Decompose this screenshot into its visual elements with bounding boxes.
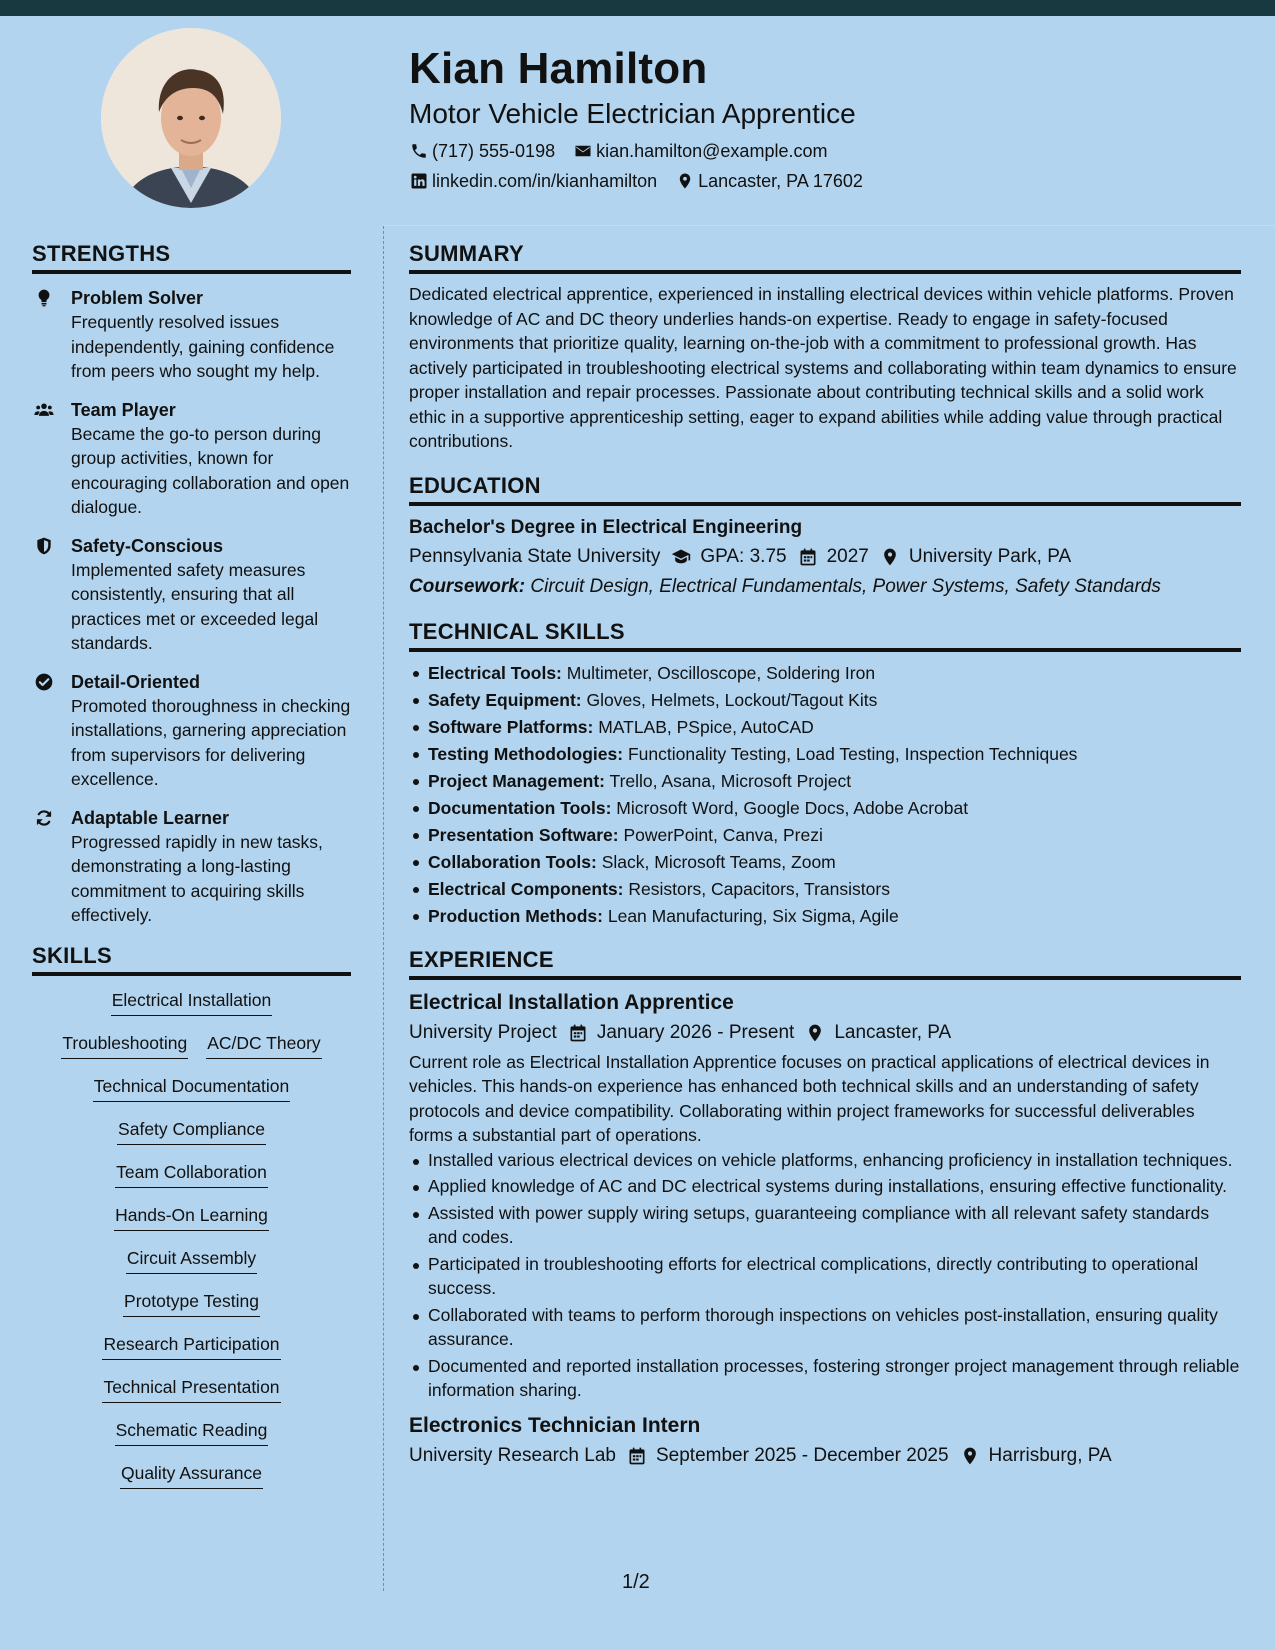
skill-tag: Quality Assurance: [120, 1461, 263, 1489]
job-title: Electrical Installation Apprentice: [409, 990, 734, 1014]
phone-icon: [409, 141, 429, 161]
strength-item: [32, 806, 351, 928]
summary-section: [409, 240, 1241, 454]
strengths-heading: STRENGTHS: [32, 240, 351, 274]
technical-skill-item: Electrical Components: Resistors, Capacitors, Transistors: [409, 876, 1241, 903]
refresh-icon: [32, 808, 56, 828]
summary-heading: SUMMARY: [409, 240, 1241, 274]
school-location: University Park, PA: [908, 545, 1072, 567]
skill-tag: Schematic Reading: [115, 1418, 269, 1446]
technical-skills-heading: TECHNICAL SKILLS: [409, 618, 1241, 652]
email-text: kian.hamilton@example.com: [596, 141, 828, 161]
skills-list: [32, 988, 351, 1504]
technical-skills-section: [409, 618, 1241, 930]
job-org: University Project: [409, 1021, 557, 1043]
strength-item: [32, 286, 351, 384]
gpa-text: GPA: 3.75: [700, 545, 787, 567]
linkedin-icon: [409, 171, 429, 191]
right-column: [409, 240, 1241, 1481]
technical-skill-item: Testing Methodologies: Functionality Testing, Load Testing, Inspection Techniques: [409, 741, 1241, 768]
education-heading: EDUCATION: [409, 472, 1241, 506]
coursework-line: [409, 572, 1241, 602]
education-meta: [409, 542, 1241, 572]
resume-header: [409, 42, 1229, 192]
coursework-list: Circuit Design, Electrical Fundamentals, Power Systems, Safety Standards: [530, 575, 1161, 597]
location-text: Lancaster, PA 17602: [698, 171, 863, 191]
strength-item: [32, 398, 351, 520]
technical-skill-item: Safety Equipment: Gloves, Helmets, Lockout/Tagout Kits: [409, 687, 1241, 714]
phone-text: (717) 555-0198: [432, 141, 556, 161]
profile-photo: [101, 28, 281, 208]
skill-tag: Research Participation: [102, 1332, 280, 1360]
job-bullet: Applied knowledge of AC and DC electrical systems during installations, ensuring effective functionality.: [409, 1174, 1241, 1199]
strength-desc: Promoted thoroughness in checking installations, garnering appreciation from supervisors for delivering excellence.: [71, 695, 351, 789]
technical-skill-item: Production Methods: Lean Manufacturing, Six Sigma, Agile: [409, 903, 1241, 930]
technical-skill-item: Collaboration Tools: Slack, Microsoft Teams, Zoom: [409, 849, 1241, 876]
skill-tag: Circuit Assembly: [126, 1246, 257, 1274]
job-location: Lancaster, PA: [834, 1021, 952, 1043]
contact-row-1: [409, 140, 1229, 162]
strength-item: [32, 670, 351, 792]
location-contact: [675, 170, 863, 192]
envelope-icon: [573, 141, 593, 161]
strength-desc: Frequently resolved issues independently, gaining confidence from peers who sought my help.: [71, 312, 335, 381]
school-name: Pennsylvania State University: [409, 545, 661, 567]
strength-desc: Implemented safety measures consistently, ensuring that all practices met or exceeded legal standards.: [71, 559, 319, 653]
summary-text: Dedicated electrical apprentice, experienced in installing electrical devices within vehicle platforms. Proven knowledge of AC and DC theory underlies hands-on expertise. Ready to engage in safety-focused environments that prioritize quality, learning on-the-job with a commitment to professional growth. Has actively participated in troubleshooting electrical systems and collaborating within team dynamics to ensure proper installation and repair processes. Passionate about contributing technical skills and a solid work ethic in a supportive apprenticeship setting, eager to expand abilities while adding value through practical contributions.: [409, 284, 1237, 451]
technical-skill-item: Software Platforms: MATLAB, PSpice, AutoCAD: [409, 714, 1241, 741]
email-contact[interactable]: [573, 140, 827, 162]
skill-tag: Safety Compliance: [117, 1117, 266, 1145]
linkedin-text: linkedin.com/in/kianhamilton: [432, 171, 658, 191]
page-number: 1/2: [622, 1571, 650, 1593]
technical-skill-item: Electrical Tools: Multimeter, Oscilloscope, Soldering Iron: [409, 660, 1241, 687]
skill-row: [32, 988, 351, 1031]
strength-name: Detail-Oriented: [71, 671, 201, 692]
strengths-list: [32, 286, 351, 928]
education-section: [409, 472, 1241, 602]
technical-skill-item: Project Management: Trello, Asana, Microsoft Project: [409, 768, 1241, 795]
job-dates: September 2025 - December 2025: [655, 1444, 949, 1466]
calendar-icon: [626, 1445, 648, 1467]
map-pin-icon: [804, 1022, 826, 1044]
job-location: Harrisburg, PA: [988, 1444, 1112, 1466]
strength-name: Problem Solver: [71, 288, 204, 308]
map-pin-icon: [879, 546, 901, 568]
degree-title: Bachelor's Degree in Electrical Engineering: [409, 516, 803, 538]
map-pin-icon: [675, 171, 695, 191]
strength-desc: Progressed rapidly in new tasks, demonstrating a long-lasting commitment to acquiring skills effectively.: [71, 831, 323, 925]
left-column: [32, 240, 351, 1504]
job-bullet: Documented and reported installation processes, fostering stronger project management through reliable information sharing.: [409, 1354, 1241, 1403]
job-bullet: Participated in troubleshooting efforts for electrical complications, directly contributing to operational success.: [409, 1252, 1241, 1301]
technical-skills-list: [409, 660, 1241, 930]
graduation-cap-icon: [670, 546, 692, 568]
strength-name: Adaptable Learner: [71, 807, 230, 828]
candidate-name: Kian Hamilton: [409, 44, 708, 93]
skill-tag: Technical Presentation: [102, 1375, 280, 1403]
skills-heading: SKILLS: [32, 942, 351, 976]
technical-skill-item: Documentation Tools: Microsoft Word, Google Docs, Adobe Acrobat: [409, 795, 1241, 822]
job-bullet: Assisted with power supply wiring setups, guaranteeing compliance with all relevant safety standards and codes.: [409, 1201, 1241, 1250]
strength-desc: Became the go-to person during group activities, known for encouraging collaboration and open dialogue.: [71, 423, 350, 517]
candidate-title: Motor Vehicle Electrician Apprentice: [409, 98, 856, 129]
job-title: Electronics Technician Intern: [409, 1413, 701, 1437]
job-entry: [409, 1411, 1241, 1471]
experience-section: [409, 946, 1241, 1471]
skill-tag: Team Collaboration: [115, 1160, 268, 1188]
shield-icon: [32, 536, 56, 556]
strength-name: Team Player: [71, 399, 176, 420]
header-divider: [383, 225, 1275, 226]
top-bar: [0, 0, 1275, 16]
map-pin-icon: [959, 1445, 981, 1467]
phone-contact[interactable]: [409, 140, 555, 162]
lightbulb-icon: [32, 288, 56, 308]
strength-item: [32, 534, 351, 656]
users-icon: [32, 400, 56, 420]
job-meta: [409, 1018, 1241, 1048]
job-org: University Research Lab: [409, 1444, 616, 1466]
job-meta: [409, 1441, 1241, 1471]
technical-skill-item: Presentation Software: PowerPoint, Canva, Prezi: [409, 822, 1241, 849]
graduation-year: 2027: [826, 545, 869, 567]
check-circle-icon: [32, 672, 56, 692]
coursework-label: Coursework:: [409, 575, 526, 597]
skill-tag: Hands-On Learning: [114, 1203, 269, 1231]
job-entry: [409, 988, 1241, 1403]
job-summary: Current role as Electrical Installation Apprentice focuses on practical applications of electrical devices in vehicles. This hands-on experience has enhanced both technical skills and an understanding of safety protocols and device compatibility. Collaborating within project frameworks for successful deliverables forms a substantial part of operations.: [409, 1051, 1210, 1145]
calendar-icon: [797, 546, 819, 568]
skill-tag: Prototype Testing: [123, 1289, 260, 1317]
job-bullet: Collaborated with teams to perform thorough inspections on vehicles post-installation, ensuring quality assurance.: [409, 1303, 1241, 1352]
skill-tag: Troubleshooting: [61, 1031, 188, 1059]
calendar-icon: [567, 1022, 589, 1044]
skill-tag: Technical Documentation: [93, 1074, 291, 1102]
skill-tag: Electrical Installation: [111, 988, 273, 1016]
experience-heading: EXPERIENCE: [409, 946, 1241, 980]
job-bullet: Installed various electrical devices on vehicle platforms, enhancing proficiency in installation techniques.: [409, 1148, 1241, 1173]
contact-row-2: [409, 170, 1229, 192]
job-bullets: [409, 1148, 1241, 1403]
column-divider: [383, 226, 384, 1591]
skill-tag: AC/DC Theory: [206, 1031, 321, 1059]
linkedin-contact[interactable]: [409, 170, 657, 192]
strength-name: Safety-Conscious: [71, 535, 224, 556]
job-dates: January 2026 - Present: [596, 1021, 795, 1043]
